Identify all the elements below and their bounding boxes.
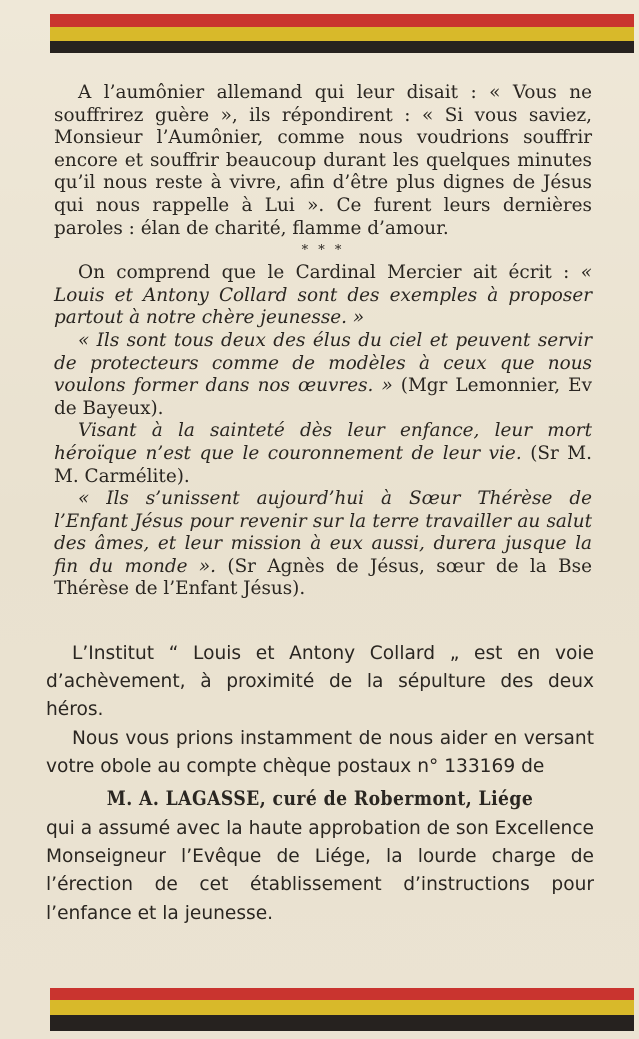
paragraph-aumonier: A l’aumônier allemand qui leur disait : « Vous ne souffrirez guère », ils répondirent : « Si vous saviez, Monsieur l’Aumônier, comme nous voudrions souffrir encore et souffrir beaucoup durant les quelques minutes qu’il nous reste à vivre, afin d’être plus dignes de Jésus qui nous rappelle à Lui ». Ce furent leurs dernières paroles : élan de charité, flamme d’amour. — [54, 82, 592, 239]
band-stripe-red — [50, 14, 634, 27]
appeal-text — [46, 640, 594, 928]
paragraph-lemonnier — [54, 330, 592, 420]
main-text — [54, 82, 592, 601]
agnes-attribution: (Sr Agnès de Jésus, sœur de la Bse Thérèse de l’Enfant Jésus). — [54, 555, 593, 600]
mercier-lead: On comprend que le Cardinal Mercier ait écrit : — [78, 262, 581, 284]
paragraph-agnes — [54, 488, 592, 601]
paragraph-institut: L’Institut “ Louis et Antony Collard „ est en voie d’achèvement, à proximité de la sépulture des deux héros. — [46, 643, 594, 721]
lemonnier-attribution: (Mgr Lemonnier, Ev de Bayeux). — [54, 375, 592, 419]
paragraph-obole: Nous vous prions instamment de nous aider en versant votre obole au compte chèque postaux n° 133169 de — [46, 727, 594, 777]
band-stripe-black — [50, 41, 634, 53]
carmelite-attribution: (Sr M. M. Carmélite). — [54, 442, 592, 487]
paragraph-mercier — [54, 262, 592, 330]
band-stripe-black — [50, 1015, 634, 1031]
paragraph-approbation: qui a assumé avec la haute approbation de son Excellence Monseigneur l’Evêque de Liége, la lourde charge de l’érection de cet établissement d’instructions pour l’enfance et la jeunesse. — [46, 818, 594, 924]
band-stripe-yellow — [50, 1000, 634, 1015]
agnes-quote: « Ils s’unissent aujourd’hui à Sœur Thérèse de l’Enfant Jésus pour revenir sur la terre travailler au salut des âmes, et leur mission à eux aussi, durera jusque la fin du monde ». — [54, 488, 592, 577]
carmelite-quote: Visant à la sainteté dès leur enfance, leur mort héroïque n’est que le couronnement de leur vie. — [54, 420, 592, 464]
paragraph-carmelite — [54, 420, 592, 488]
band-stripe-red — [50, 988, 634, 1000]
section-separator: * * * — [301, 243, 345, 259]
recipient-name: M. A. LAGASSE, curé de Robermont, Liége — [106, 786, 534, 811]
band-stripe-yellow — [50, 27, 634, 41]
mercier-quote: « Louis et Antony Collard sont des exemples à proposer partout à notre chère jeunesse. » — [54, 262, 592, 329]
bottom-flag-band — [50, 988, 634, 1031]
top-flag-band — [50, 14, 634, 53]
lemonnier-quote: « Ils sont tous deux des élus du ciel et peuvent servir de protecteurs comme de modèles à ceux que nous voulons former dans nos œuvres. » — [54, 329, 592, 397]
